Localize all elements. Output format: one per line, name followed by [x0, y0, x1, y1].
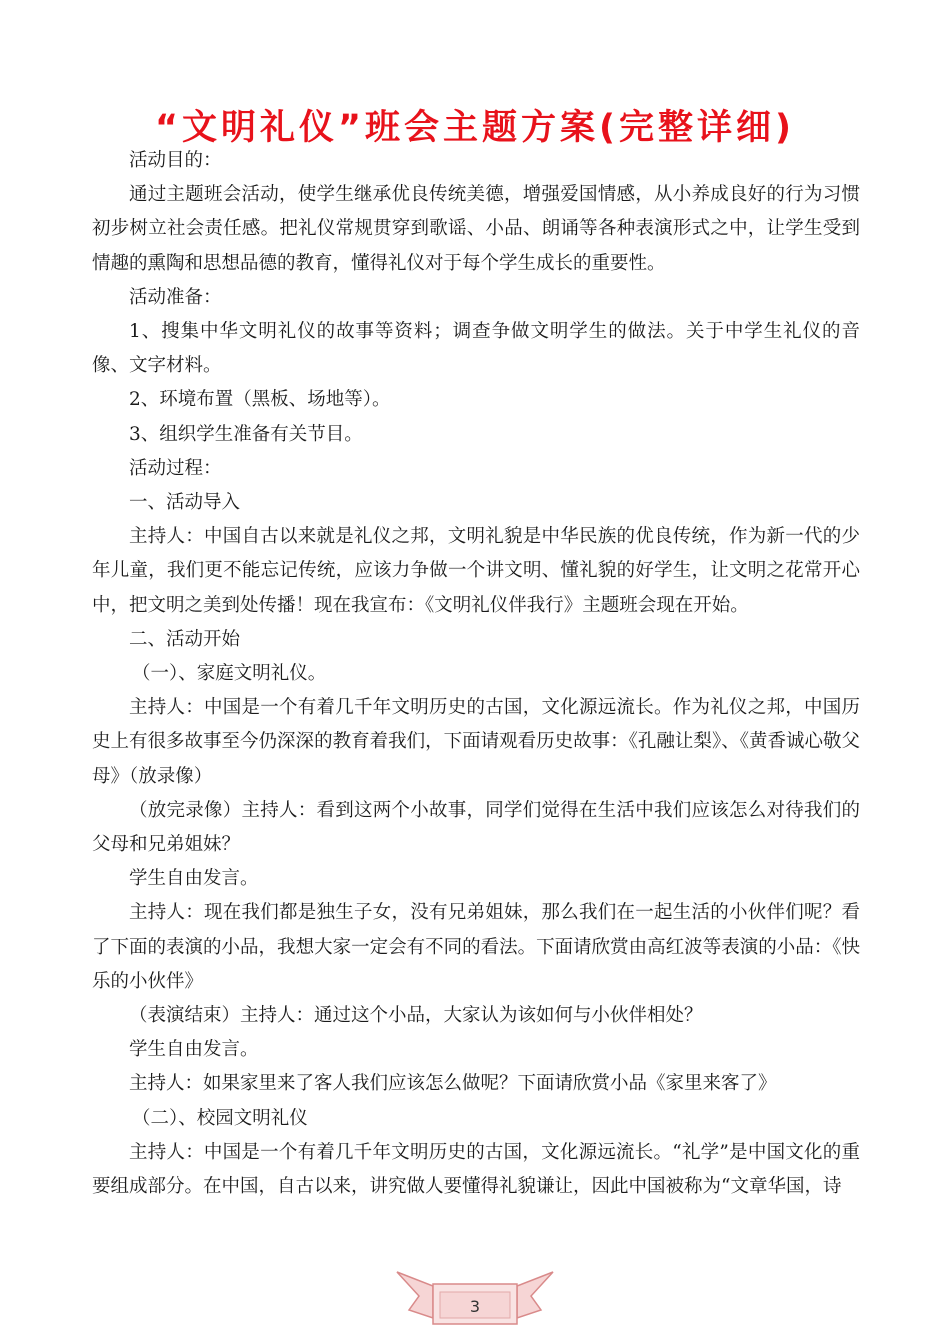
section-heading: 一、活动导入 [129, 492, 241, 514]
ribbon-right-tail [517, 1272, 553, 1318]
paragraph: 主持人：中国是一个有着几千年文明历史的古国，文化源远流长。作为礼仪之邦，中国历史上有很多故事至今仍深深的教育着我们，下面请观看历史故事：《孔融让梨》、《黄香诚心敬父母》（放录像） [92, 697, 860, 787]
section-heading: 活动准备： [129, 286, 222, 308]
document-body [92, 144, 860, 1204]
subsection-heading: （二）、校园文明礼仪 [132, 1107, 308, 1129]
page-number: 3 [469, 1297, 481, 1316]
ribbon-left-tail [397, 1272, 433, 1318]
paragraph: 主持人：中国自古以来就是礼仪之邦，文明礼貌是中华民族的优良传统，作为新一代的少年儿童，我们更不能忘记传统，应该力争做一个讲文明、懂礼貌的好学生，让文明之花常开心中，把文明之美到处传播！现在我宣布：《文明礼仪伴我行》主题班会现在开始。 [92, 526, 860, 616]
subsection-heading: （一）、家庭文明礼仪。 [132, 663, 327, 685]
paragraph: 通过主题班会活动，使学生继承优良传统美德，增强爱国情感，从小养成良好的行为习惯初步树立社会责任感。把礼仪常规贯穿到歌谣、小品、朗诵等各种表演形式之中，让学生受到情趣的熏陶和思想品德的教育，懂得礼仪对于每个学生成长的重要性。 [92, 184, 860, 274]
paragraph: 学生自由发言。 [129, 1039, 259, 1061]
paragraph: 主持人：如果家里来了客人我们应该怎么做呢？下面请欣赏小品《家里来客了》 [129, 1073, 777, 1095]
paragraph: 学生自由发言。 [129, 868, 259, 890]
paragraph: 主持人：现在我们都是独生子女，没有兄弟姐妹，那么我们在一起生活的小伙伴们呢？看了下面的表演的小品，我想大家一定会有不同的看法。下面请欣赏由高红波等表演的小品：《快乐的小伙伴》 [92, 902, 860, 992]
paragraph: 主持人：中国是一个有着几千年文明历史的古国，文化源远流长。“礼学”是中国文化的重要组成部分。在中国，自古以来，讲究做人要懂得礼貌谦让，因此中国被称为“文章华国，诗 [92, 1141, 860, 1198]
list-item: 2、环境布置（黑板、场地等）。 [129, 389, 391, 411]
document-title: “文明礼仪”班会主题方案(完整详细) [155, 108, 795, 148]
section-heading: 二、活动开始 [129, 628, 241, 650]
paragraph: （放完录像）主持人：看到这两个小故事，同学们觉得在生活中我们应该怎么对待我们的父母和兄弟姐妹？ [92, 799, 860, 856]
section-heading: 活动目的： [129, 150, 222, 171]
list-item: 3、组织学生准备有关节目。 [129, 423, 363, 445]
section-heading: 活动过程： [129, 457, 222, 479]
paragraph: （表演结束）主持人：通过这个小品，大家认为该如何与小伙伴相处？ [129, 1005, 703, 1027]
list-item: 1、搜集中华文明礼仪的故事等资料；调查争做文明学生的做法。关于中学生礼仪的音像、文字材料。 [92, 321, 860, 377]
